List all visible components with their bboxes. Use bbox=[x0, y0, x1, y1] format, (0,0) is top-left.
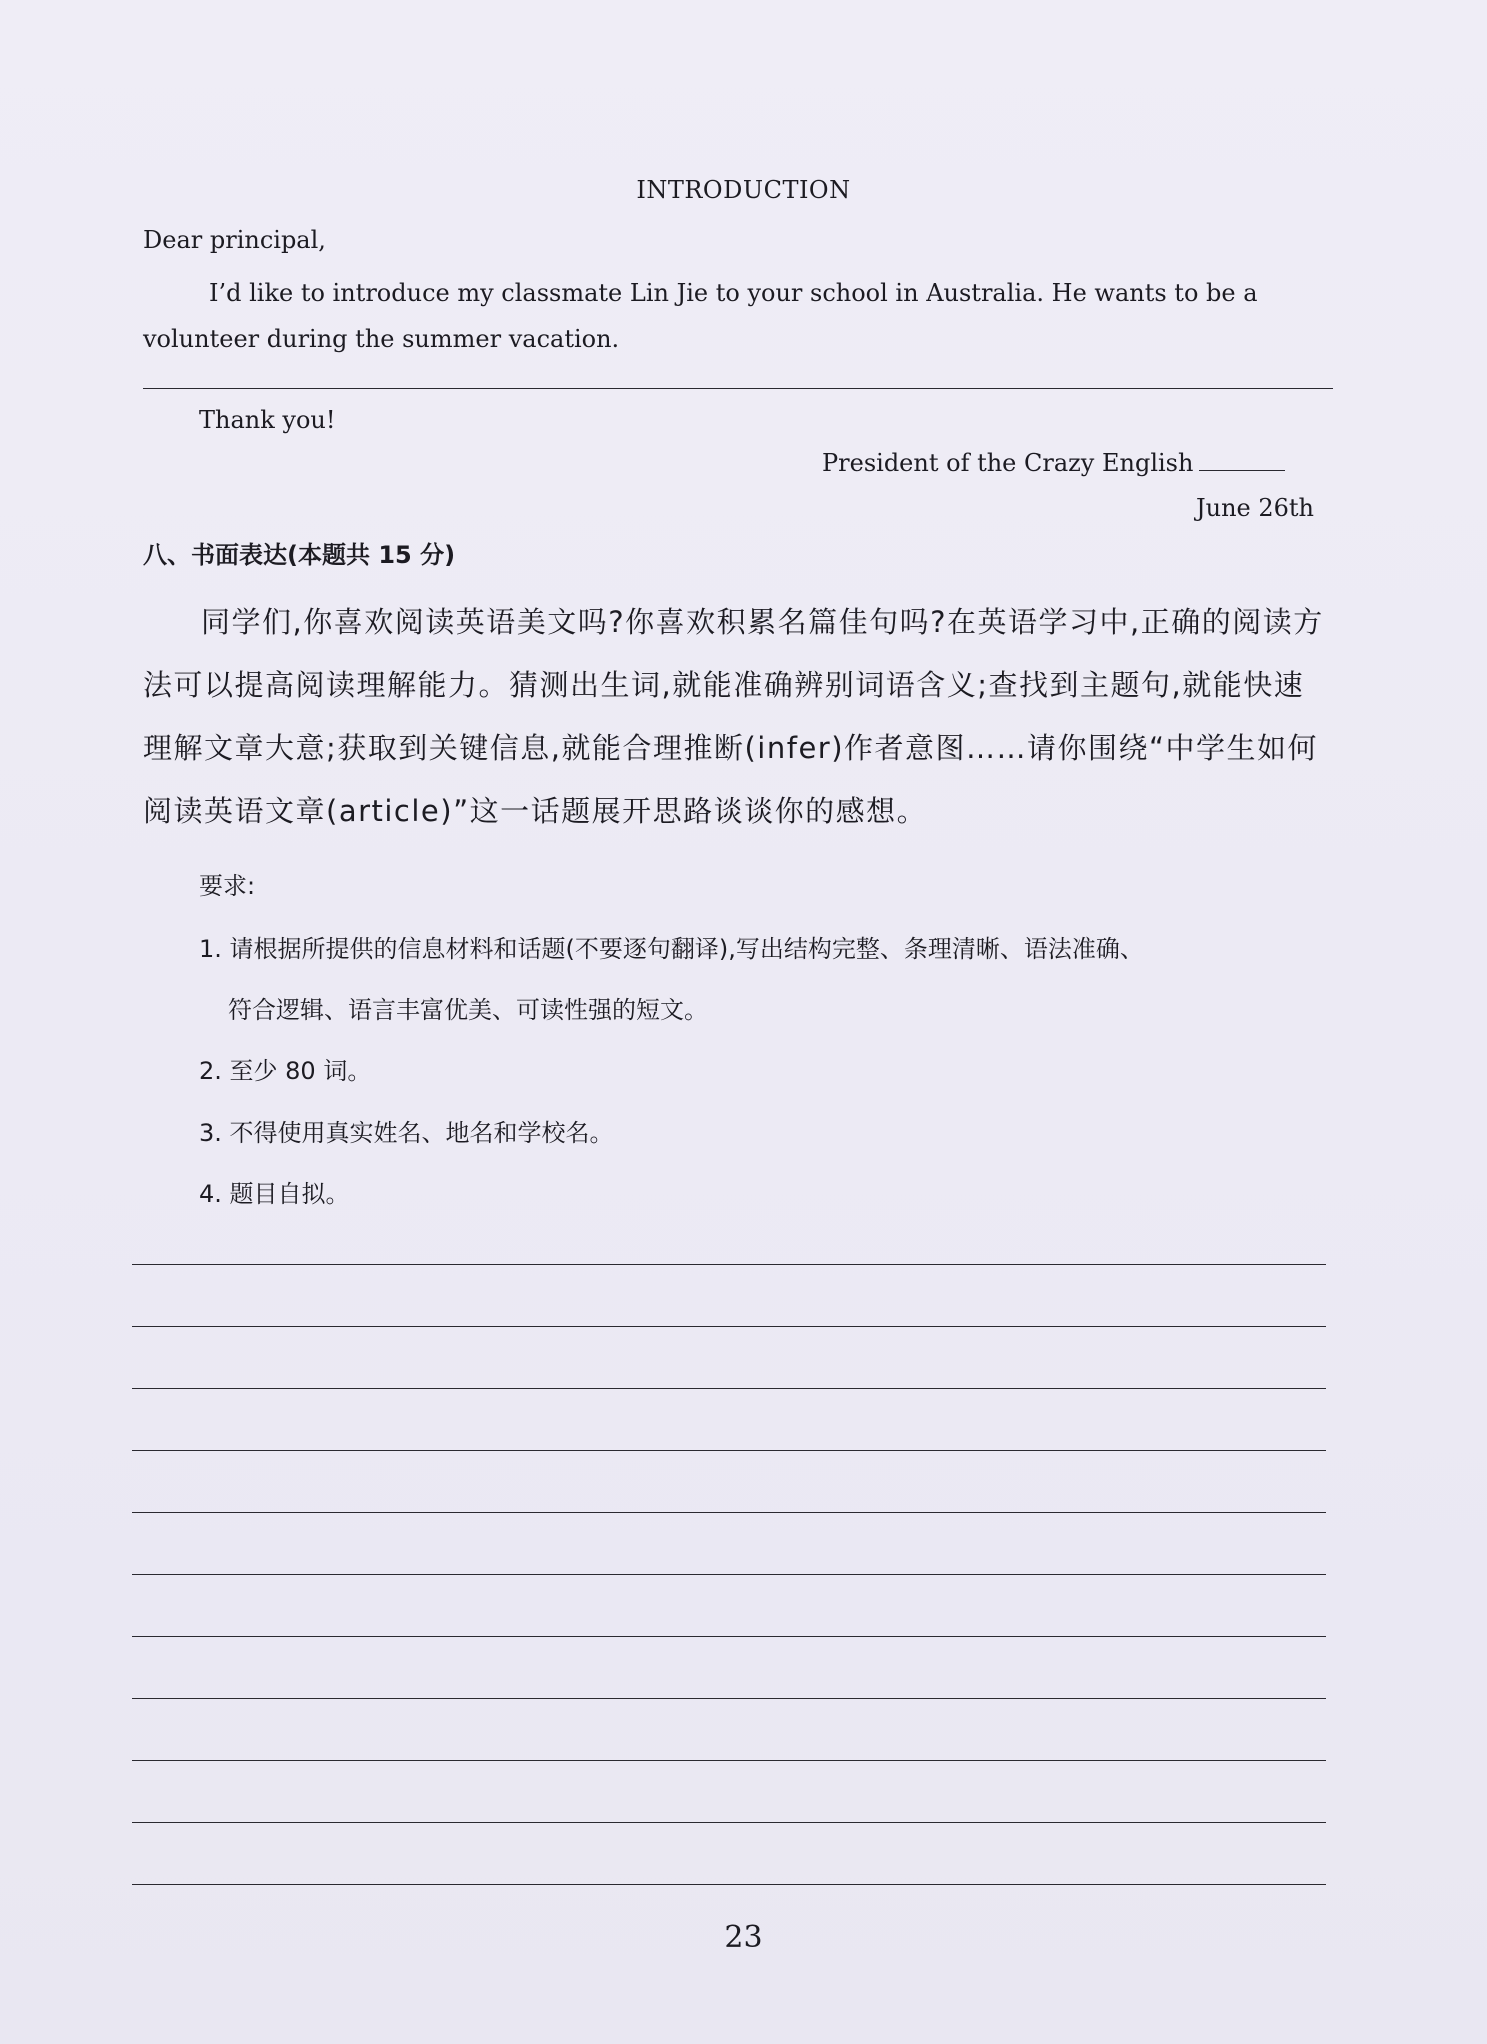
requirement-2: 2. 至少 80 词。 bbox=[199, 1057, 372, 1085]
letter-date: June 26th bbox=[1196, 494, 1315, 522]
writing-line[interactable] bbox=[132, 1884, 1326, 1885]
writing-line[interactable] bbox=[132, 1574, 1326, 1575]
requirement-1: 1. 请根据所提供的信息材料和话题(不要逐句翻译),写出结构完整、条理清晰、语法准确、 bbox=[199, 935, 1144, 963]
writing-line[interactable] bbox=[132, 1698, 1326, 1699]
letter-body: I’d like to introduce my classmate Lin Jie to your school in Australia. He wants to be a volunteer during the summer vacation. bbox=[143, 279, 1258, 353]
writing-line[interactable] bbox=[132, 1450, 1326, 1451]
requirement-3: 3. 不得使用真实姓名、地名和学校名。 bbox=[199, 1119, 614, 1147]
writing-line[interactable] bbox=[132, 1822, 1326, 1823]
requirement-4: 4. 题目自拟。 bbox=[199, 1180, 350, 1208]
writing-line[interactable] bbox=[132, 1264, 1326, 1265]
writing-line[interactable] bbox=[132, 1760, 1326, 1761]
page-number: 23 bbox=[724, 1920, 763, 1955]
letter-closing: Thank you! bbox=[199, 406, 336, 434]
letter-salutation: Dear principal, bbox=[143, 226, 326, 254]
letter-blank-line bbox=[143, 388, 1333, 389]
section-prompt: 同学们,你喜欢阅读英语美文吗?你喜欢积累名篇佳句吗?在英语学习中,正确的阅读方法可以提高阅读理解能力。猜测出生词,就能准确辨别词语含义;查找到主题句,就能快速理解文章大意;获取到关键信息,就能合理推断(infer)作者意图……请你围绕“中学生如何阅读英语文章(article)”这一话题展开思路谈谈你的感想。 bbox=[143, 605, 1324, 828]
letter-signature bbox=[822, 449, 1285, 477]
writing-line[interactable] bbox=[132, 1326, 1326, 1327]
writing-line[interactable] bbox=[132, 1512, 1326, 1513]
letter-title: INTRODUCTION bbox=[636, 176, 851, 204]
writing-line[interactable] bbox=[132, 1636, 1326, 1637]
section-heading: 八、书面表达(本题共 15 分) bbox=[143, 541, 456, 569]
writing-line[interactable] bbox=[132, 1388, 1326, 1389]
signature-text: President of the Crazy English bbox=[822, 449, 1194, 477]
requirements-label: 要求: bbox=[199, 872, 256, 900]
signature-blank bbox=[1199, 450, 1285, 471]
requirement-1-continued: 符合逻辑、语言丰富优美、可读性强的短文。 bbox=[228, 996, 708, 1024]
